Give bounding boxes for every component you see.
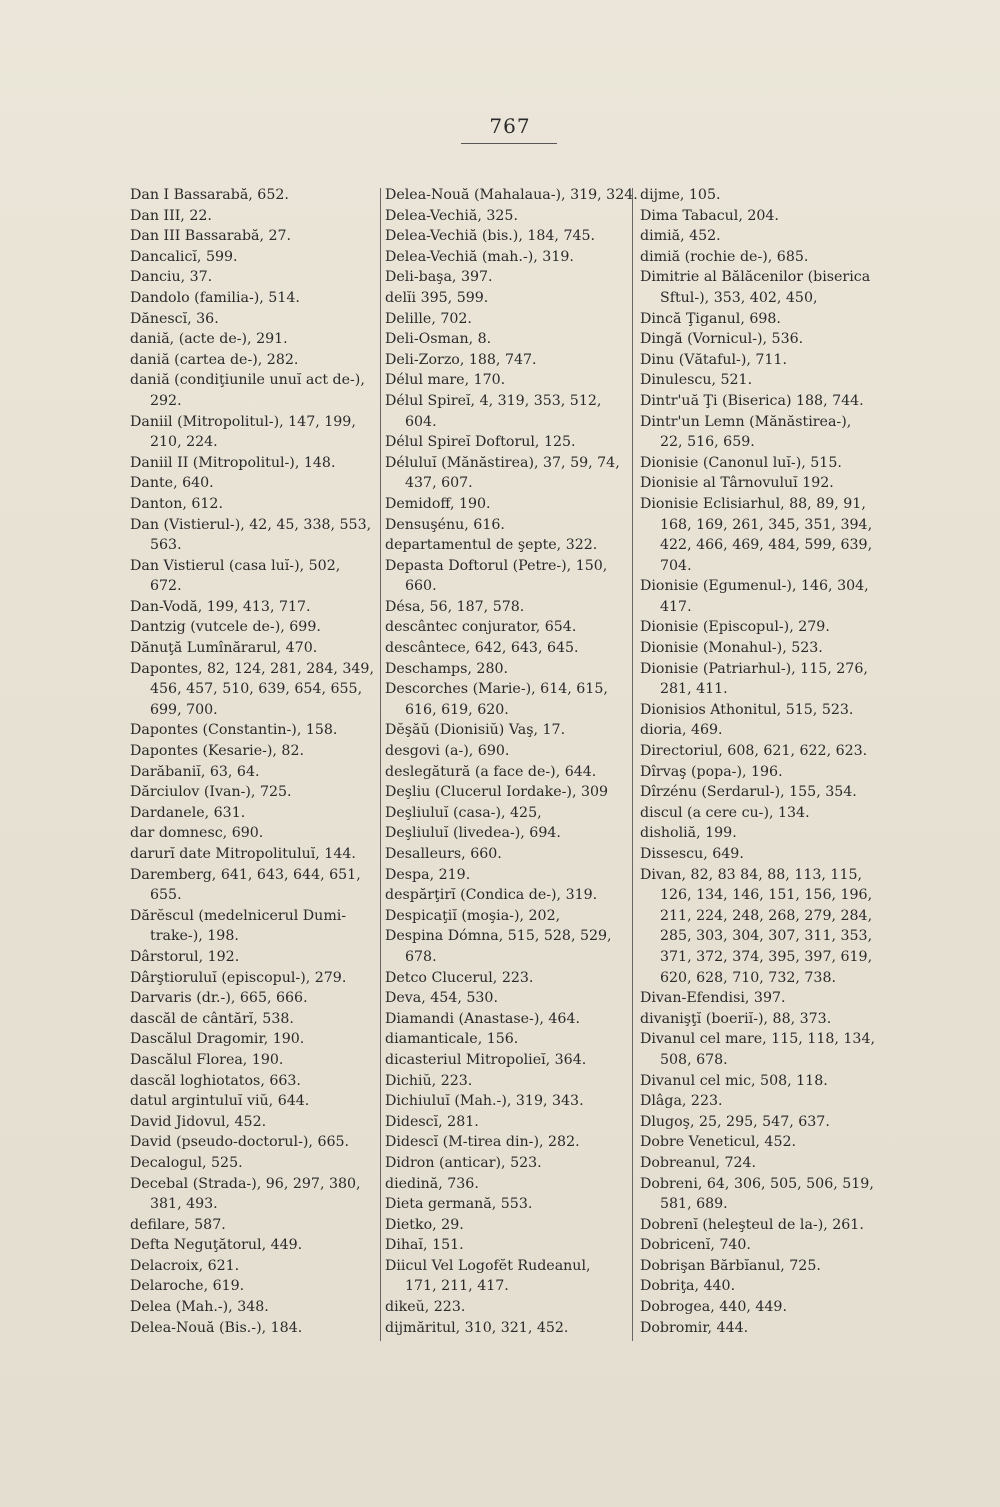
index-entry: Dichiŭ, 223. [385,1072,473,1089]
index-entry: Dan (Vistierul-), 42, 45, 338, 553, [130,516,372,533]
index-entry: Danton, 612. [130,495,223,512]
index-entry: Darvaris (dr.-), 665, 666. [130,990,308,1007]
index-entry: David (pseudo-doctorul-), 665. [130,1134,350,1151]
index-entry: Dissescu, 649. [640,846,744,862]
index-entry: Directoriul, 608, 621, 622, 623. [640,743,868,760]
index-entry-continuation: 581, 689. [660,1196,728,1213]
index-entry: Delea (Mah.-), 348. [130,1299,269,1316]
index-entry-continuation: 699, 700. [150,701,218,718]
index-entry-continuation: 456, 457, 510, 639, 654, 655, [150,681,363,698]
index-entry-continuation: 281, 411. [660,681,728,698]
index-entry-continuation: 620, 628, 710, 732, 738. [660,969,836,986]
index-entry: Divanul cel mare, 115, 118, 134, [640,1031,875,1048]
index-entry: Darăbaniĭ, 63, 64. [130,763,260,780]
index-entry: dimiă (rochie de-), 685. [640,248,809,265]
column-divider [380,188,381,1341]
column-divider [632,188,633,1341]
index-entry: Diicul Vel Logofĕt Rudeanul, [385,1257,591,1274]
index-entry: Deva, 454, 530. [385,990,498,1007]
index-entry: Dingă (Vornicul-), 536. [640,331,804,348]
index-entry: Demidoff, 190. [385,495,491,512]
index-entry: Dante, 640. [130,475,214,492]
index-entry: Dionisie (Monahul-), 523. [640,640,823,657]
index-entry: Descorches (Marie-), 614, 615, [385,681,608,698]
index-entry: Dărciulov (Ivan-), 725. [130,784,292,801]
index-entry: Daniil (Mitropolitul-), 147, 199, [130,413,356,430]
index-entry: Dieta germană, 553. [385,1196,533,1213]
index-entry: defilare, 587. [130,1216,226,1233]
index-entry: Delille, 702. [385,310,472,327]
index-entry: Dan Vistierul (casa luĭ-), 502, [130,557,341,574]
index-entry: departamentul de şepte, 322. [385,537,598,554]
index-entry: Deşliuluĭ (livedea-), 694. [385,825,561,842]
index-entry-continuation: 655. [150,887,182,904]
index-entry-continuation: 616, 619, 620. [405,701,509,718]
index-entry: Dobricenĭ, 740. [640,1237,751,1254]
index-entry: Dionisie al Târnovuluĭ 192. [640,475,834,492]
index-entry: Dănescĭ, 36. [130,310,219,327]
index-entry: daniă, (acte de-), 291. [130,331,288,348]
index-entry: diamanticale, 156. [385,1031,519,1048]
index-entry-continuation: 126, 134, 146, 151, 156, 196, [660,887,873,904]
index-entry: Divanul cel mic, 508, 118. [640,1072,828,1089]
index-entry: Dimitrie al Bălăcenilor (biserica [640,269,871,286]
index-entry: Dietko, 29. [385,1216,464,1233]
index-entry: Dobreni, 64, 306, 505, 506, 519, [640,1175,874,1192]
index-entry: Didron (anticar), 523. [385,1154,542,1171]
index-entry: Dandolo (familia-), 514. [130,289,300,306]
index-entry: Dionisie (Egumenul-), 146, 304, [640,578,869,595]
index-entry: Deli-Zorzo, 188, 747. [385,351,537,368]
index-entry: Dionisie (Canonul luĭ-), 515. [640,454,842,471]
index-entry: Deli-başa, 397. [385,269,493,286]
index-entry: Dobriţa, 440. [640,1278,736,1295]
index-entry: delĭi 395, 599. [385,289,489,306]
index-entry: Dârştioruluĭ (episcopul-), 279. [130,969,347,986]
index-entry: Danciu, 37. [130,269,213,286]
index-entry: Déluluĭ (Mănăstirea), 37, 59, 74, [385,454,620,471]
index-entry: dijmăritul, 310, 321, 452. [385,1319,569,1336]
index-entry: Délul mare, 170. [385,372,506,389]
index-entry: Dan-Vodă, 199, 413, 717. [130,598,311,615]
index-entry-continuation: 704. [660,557,692,574]
index-entry: dascăl loghiotatos, 663. [130,1072,301,1089]
index-entry: Dapontes, 82, 124, 281, 284, 349, [130,660,374,677]
index-entry: Depasta Doftorul (Petre-), 150, [385,557,608,574]
index-entry: Dintr'uă Ţi (Biserica) 188, 744. [640,392,864,409]
index-entry: Densuşénu, 616. [385,516,505,533]
index-entry: descântece, 642, 643, 645. [385,640,579,657]
index-entry: Dan III Bassarabă, 27. [130,228,292,245]
page-number-rule [461,143,557,144]
index-entry: Didescĭ (M-tirea din-), 282. [385,1134,580,1151]
index-entry: Dascălul Florea, 190. [130,1051,284,1068]
index-entry: Delea-Vechiă, 325. [385,207,518,224]
index-entry-continuation: 292. [150,392,182,409]
index-entry: Diamandi (Anastase-), 464. [385,1010,580,1027]
index-entry: datul argintuluĭ viŭ, 644. [130,1093,310,1110]
index-entry: Deschamps, 280. [385,660,509,677]
index-entry-continuation: 508, 678. [660,1051,728,1068]
index-entry: descântec conjurator, 654. [385,619,577,636]
index-entry: desgovi (a-), 690. [385,743,510,760]
index-entry: Dionisios Athonitul, 515, 523. [640,701,854,718]
index-entry: despărţirĭ (Condica de-), 319. [385,887,598,904]
index-entry: Daniil II (Mitropolitul-), 148. [130,454,336,471]
index-entry: Dapontes (Kesarie-), 82. [130,743,304,760]
index-entry: Dionisie (Episcopul-), 279. [640,619,830,636]
index-entry: divanişţĭ (boeriĭ-), 88, 373. [640,1010,832,1027]
index-entry: Defta Neguţătorul, 449. [130,1237,303,1254]
index-entry-continuation: 171, 211, 417. [405,1278,509,1295]
index-entry: Dobreanul, 724. [640,1154,757,1171]
index-entry: Delea-Vechiă (mah.-), 319. [385,248,574,265]
index-entry-continuation: 437, 607. [405,475,473,492]
index-entry: Dobrişan Bărbĭanul, 725. [640,1257,821,1274]
index-entry: Dancalicĭ, 599. [130,248,238,265]
index-entry: dioria, 469. [640,722,723,739]
index-entry: Dardanele, 631. [130,804,246,821]
index-entry: diedină, 736. [385,1175,479,1192]
index-entry: Dincă Ţiganul, 698. [640,310,781,327]
index-column-1 [130,185,375,1338]
index-entry: Dima Tabacul, 204. [640,207,779,224]
index-entry: Detco Clucerul, 223. [385,969,534,986]
index-entry: Delacroix, 621. [130,1257,240,1274]
index-entry: Deşliuluĭ (casa-), 425, [385,804,542,821]
index-entry-continuation: 211, 224, 248, 268, 279, 284, [660,907,873,924]
index-entry: Dapontes (Constantin-), 158. [130,722,338,739]
index-entry: Dîrvaş (popa-), 196. [640,763,783,780]
index-entry: Dinulescu, 521. [640,372,753,389]
index-entry: dascăl de cântărĭ, 538. [130,1010,294,1027]
index-entry: Delea-Vechiă (bis.), 184, 745. [385,228,596,245]
index-entry: Dobre Veneticul, 452. [640,1134,797,1151]
index-entry: dimiă, 452. [640,228,721,245]
index-entry: deslegătură (a face de-), 644. [385,763,597,780]
index-entry: Despa, 219. [385,866,471,883]
index-entry: Dan III, 22. [130,207,212,224]
index-entry-continuation: 371, 372, 374, 395, 397, 619, [660,948,873,965]
index-entry: Dan I Bassarabă, 652. [130,187,289,203]
index-entry: darurĭ date Mitropolituluĭ, 144. [130,846,356,862]
index-entry: Dănuţă Lumînărarul, 470. [130,640,318,657]
index-entry: Délul Spireĭ Doftorul, 125. [385,434,576,451]
index-entry: Délul Spireĭ, 4, 319, 353, 512, [385,392,602,409]
index-entry: Dobrenĭ (heleşteul de la-), 261. [640,1216,864,1233]
index-entry: Delea-Nouă (Mahalaua-), 319, 324. [385,187,638,203]
index-entry: Dionisie Eclisiarhul, 88, 89, 91, [640,495,866,512]
index-entry: daniă (cartea de-), 282. [130,351,299,368]
index-entry: Dichiuluĭ (Mah.-), 319, 343. [385,1093,584,1110]
index-entry: Dârstorul, 192. [130,948,240,965]
index-entry-continuation: trake-), 198. [150,928,239,945]
index-entry-continuation: 672. [150,578,182,595]
index-entry-continuation: 422, 466, 469, 484, 599, 639, [660,537,873,554]
index-entry: Decebal (Strada-), 96, 297, 380, [130,1175,361,1192]
index-entry: dicasteriul Mitropolieĭ, 364. [385,1051,587,1068]
index-entry: dar domnesc, 690. [130,825,264,842]
index-column-3 [640,185,890,1338]
index-entry: Deli-Osman, 8. [385,331,492,348]
index-entry: disholiă, 199. [640,825,737,842]
index-entry: Divan-Efendisi, 397. [640,990,786,1007]
index-entry: Désa, 56, 187, 578. [385,598,525,615]
index-entry: Dantzig (vutcele de-), 699. [130,619,321,636]
index-entry-continuation: Sftul-), 353, 402, 450, [660,289,818,306]
index-entry-continuation: 210, 224. [150,434,218,451]
index-entry: Despicaţiĭ (moşia-), 202, [385,907,561,924]
index-entry: Dihaĭ, 151. [385,1237,464,1254]
index-entry: Dĕşăŭ (Dionisiŭ) Vaş, 17. [385,722,566,739]
page-number: 767 [489,114,531,138]
index-entry: Despina Dómna, 515, 528, 529, [385,928,612,945]
index-entry: Daremberg, 641, 643, 644, 651, [130,866,361,883]
index-column-2 [385,185,638,1338]
index-entry-continuation: 678. [405,948,437,965]
index-entry: Delaroche, 619. [130,1278,245,1295]
index-entry: discul (a cere cu-), 134. [640,804,810,821]
index-entry: Didescĭ, 281. [385,1113,479,1130]
index-entry: Dinu (Vătaful-), 711. [640,351,787,368]
index-entry-continuation: 285, 303, 304, 307, 311, 353, [660,928,873,945]
index-entry: Dascălul Dragomir, 190. [130,1031,305,1048]
index-entry: Delea-Nouă (Bis.-), 184. [130,1319,303,1336]
index-entry: Desalleurs, 660. [385,846,502,862]
index-entry: Dintr'un Lemn (Mănăstirea-), [640,413,852,430]
index-entry: Dionisie (Patriarhul-), 115, 276, [640,660,868,677]
index-entry-continuation: 168, 169, 261, 345, 351, 394, [660,516,873,533]
index-entry: Dîrzénu (Serdarul-), 155, 354. [640,784,857,801]
index-entry: dijme, 105. [640,187,721,203]
index-entry-continuation: 381, 493. [150,1196,218,1213]
index-entry: dikeŭ, 223. [385,1299,466,1316]
index-entry-continuation: 604. [405,413,437,430]
index-entry: Dărĕscul (medelnicerul Dumi- [130,907,347,924]
index-entry: Divan, 82, 83 84, 88, 113, 115, [640,866,863,883]
index-entry: Dobromir, 444. [640,1319,749,1336]
index-entry-continuation: 563. [150,537,182,554]
index-entry: Dlâga, 223. [640,1093,723,1110]
index-entry: David Jidovul, 452. [130,1113,267,1130]
index-entry-continuation: 417. [660,598,692,615]
index-entry-continuation: 660. [405,578,437,595]
index-entry: Decalogul, 525. [130,1154,243,1171]
index-entry: daniă (condiţiunile unuĭ act de-), [130,372,365,389]
index-entry: Dlugoş, 25, 295, 547, 637. [640,1113,830,1130]
index-entry: Deşliu (Clucerul Iordake-), 309 [385,784,609,801]
index-entry: Dobrogea, 440, 449. [640,1299,787,1316]
index-entry-continuation: 22, 516, 659. [660,434,755,451]
